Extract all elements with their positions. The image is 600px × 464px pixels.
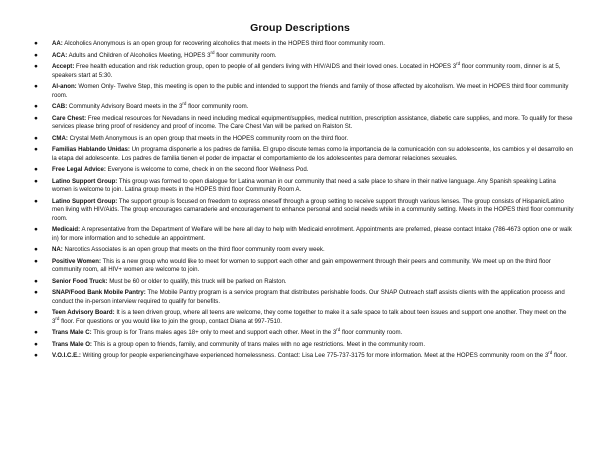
group-item bbox=[26, 146, 574, 163]
bullet-icon: ● bbox=[34, 83, 38, 90]
group-description: This group is for Trans males ages 18+ only to meet and support each other. Meet in the 3rd floor community room. bbox=[91, 326, 403, 336]
group-item bbox=[26, 326, 574, 338]
group-name: V.O.I.C.E.: bbox=[52, 352, 81, 359]
group-name: CAB: bbox=[52, 103, 68, 110]
group-description: This group was formed to open dialogue for Latina woman in our community that need a safe place to share in their native language. Any Spanish speaking Latina women is welcome to join. Latina group meets in the HOPES third floor Community Room A. bbox=[52, 177, 556, 193]
group-item bbox=[26, 40, 574, 49]
bullet-icon: ● bbox=[34, 166, 38, 173]
group-description: Writing group for people experiencing/have experienced homelessness. Contact: Lisa Lee 775-737-3175 for more information. Meet at the HOPES community room on the 3rd floor. bbox=[80, 349, 568, 359]
group-description: Free health education and risk reduction group, open to people of all genders living with HIV/AIDS and their loved ones. Located in HOPES 3rd floor community room, dinner is at 5, speakers start at 5:30. bbox=[52, 60, 561, 79]
bullet-icon: ● bbox=[34, 114, 38, 122]
group-description: Un programa disponerle a los padres de familia. El grupo discute temas como la importancia de la comunicación con su adolescente, los cambios y el desarrollo en la etapa del adolescente. Los padres de familia tienen el poder de impactar el comportamiento de los adolescentes para demorar relaciones sexuales. bbox=[52, 146, 573, 162]
group-description: Everyone is welcome to come, check in on the second floor Wellness Pod. bbox=[105, 166, 309, 173]
group-item bbox=[26, 198, 574, 224]
group-name: Trans Male O: bbox=[52, 340, 92, 348]
bullet-icon: ● bbox=[34, 146, 38, 153]
group-name: Trans Male C: bbox=[52, 329, 92, 336]
bullet-icon: ● bbox=[34, 51, 38, 59]
group-name: CMA: bbox=[52, 134, 68, 142]
group-description: Narcotics Associates is an open group that meets on the third floor community room every week. bbox=[62, 246, 325, 253]
group-name: Latino Support Group: bbox=[52, 197, 118, 205]
bullet-icon: ● bbox=[34, 289, 38, 296]
group-item bbox=[26, 178, 574, 195]
bullet-icon: ● bbox=[34, 352, 38, 359]
group-description: The support group is focused on freedom to express oneself through a group setting to receive support through various lenses. The group consists of Hispanic/Latino men living with HIV/Aids. The group encourages camaraderie and encouragement to enhance personal and social needs while in a community setting. Meets in the HOPES third floor community room. bbox=[52, 197, 574, 222]
group-name: ACA: bbox=[52, 51, 68, 59]
group-item bbox=[26, 309, 574, 326]
group-description: It is a teen driven group, where all teens are welcome, they come together to make it a safe space to talk about teen issues and support one another. They meet on the 3rd floor. For questions or you would like to join the group, contact Diana at 997-7510. bbox=[52, 309, 567, 325]
bullet-icon: ● bbox=[34, 309, 38, 316]
group-item bbox=[26, 83, 574, 100]
group-item bbox=[26, 226, 574, 243]
group-name: Teen Advisory Board: bbox=[52, 309, 115, 316]
group-name: Senior Food Truck: bbox=[52, 277, 108, 285]
group-item bbox=[26, 166, 574, 175]
group-item bbox=[26, 341, 574, 350]
bullet-icon: ● bbox=[34, 197, 38, 205]
bullet-icon: ● bbox=[34, 40, 38, 47]
bullet-icon: ● bbox=[34, 340, 38, 348]
bullet-icon: ● bbox=[34, 63, 38, 70]
bullet-icon: ● bbox=[34, 226, 38, 233]
group-name: Al-anon: bbox=[52, 83, 77, 90]
group-name: SNAP/Food Bank Mobile Pantry: bbox=[52, 289, 146, 296]
group-item bbox=[26, 289, 574, 306]
group-name: Latino Support Group: bbox=[52, 177, 118, 185]
group-description: A representative from the Department of Welfare will be here all day to help with Medicaid enrollment. Appointments are preferred, please contact Intake (786-4673 option one or walk in) for more information and to schedule an appointment. bbox=[52, 226, 572, 242]
bullet-icon: ● bbox=[34, 257, 38, 265]
page-title: Group Descriptions bbox=[250, 22, 350, 34]
group-description: Crystal Meth Anonymous is an open group that meets in the HOPES community room on the third floor. bbox=[67, 134, 349, 142]
bullet-icon: ● bbox=[34, 103, 38, 110]
group-name: Care Chest: bbox=[52, 114, 87, 122]
group-description: Community Advisory Board meets in the 3rd floor community room. bbox=[67, 100, 249, 110]
group-item bbox=[26, 100, 574, 112]
group-description: Alcoholics Anonymous is an open group for recovering alcoholics that meets in the HOPES third floor community room. bbox=[62, 40, 385, 47]
group-name: AA: bbox=[52, 40, 63, 47]
group-description: Must be 60 or older to qualify, this truck will be parked on Ralston. bbox=[107, 277, 287, 285]
group-list bbox=[26, 40, 574, 361]
group-name: Familias Hablando Unidas: bbox=[52, 146, 130, 153]
bullet-icon: ● bbox=[34, 246, 38, 253]
group-description: The Mobile Pantry program is a service program that distributes perishable foods. Our SNAP Outreach staff assists clients with the application process and conduct the in-person interview required to qualify for benefits. bbox=[52, 289, 565, 305]
group-description: This is a group open to friends, family, and community of trans males with no age restrictions. Meet in the community room. bbox=[91, 340, 426, 348]
group-item bbox=[26, 115, 574, 132]
group-item bbox=[26, 246, 574, 255]
group-item bbox=[26, 49, 574, 61]
group-description: Women Only- Twelve Step, this meeting is open to the public and intended to support the friends and family of those affected by alcoholism. We meet in HOPES third floor community room. bbox=[52, 83, 569, 99]
group-name: Free Legal Advice: bbox=[52, 166, 106, 173]
bullet-icon: ● bbox=[34, 177, 38, 185]
group-item bbox=[26, 349, 574, 361]
bullet-icon: ● bbox=[34, 134, 38, 142]
bullet-icon: ● bbox=[34, 277, 38, 285]
group-description: This is a new group who would like to meet for women to support each other and gain empowerment through their peers and community. We meet up on the third floor community room, all HIV+ women are welcome to join. bbox=[52, 257, 551, 273]
group-item bbox=[26, 135, 574, 144]
group-description: Adults and Children of Alcoholics Meeting, HOPES 3rd floor community room. bbox=[67, 49, 277, 59]
group-item bbox=[26, 258, 574, 275]
group-item bbox=[26, 278, 574, 287]
group-description: Free medical resources for Nevadans in need including medical equipment/supplies, medical nutrition, prescription assistance, diabetic care supplies, and more. To qualify for these services please bring proof of residency and proof of income. The Care Chest Van will be parked on Ralston St. bbox=[52, 114, 573, 130]
group-item bbox=[26, 60, 574, 80]
group-name: Medicaid: bbox=[52, 226, 81, 233]
group-name: Accept: bbox=[52, 63, 75, 70]
group-name: NA: bbox=[52, 246, 63, 253]
group-name: Positive Women: bbox=[52, 257, 101, 265]
bullet-icon: ● bbox=[34, 329, 38, 336]
